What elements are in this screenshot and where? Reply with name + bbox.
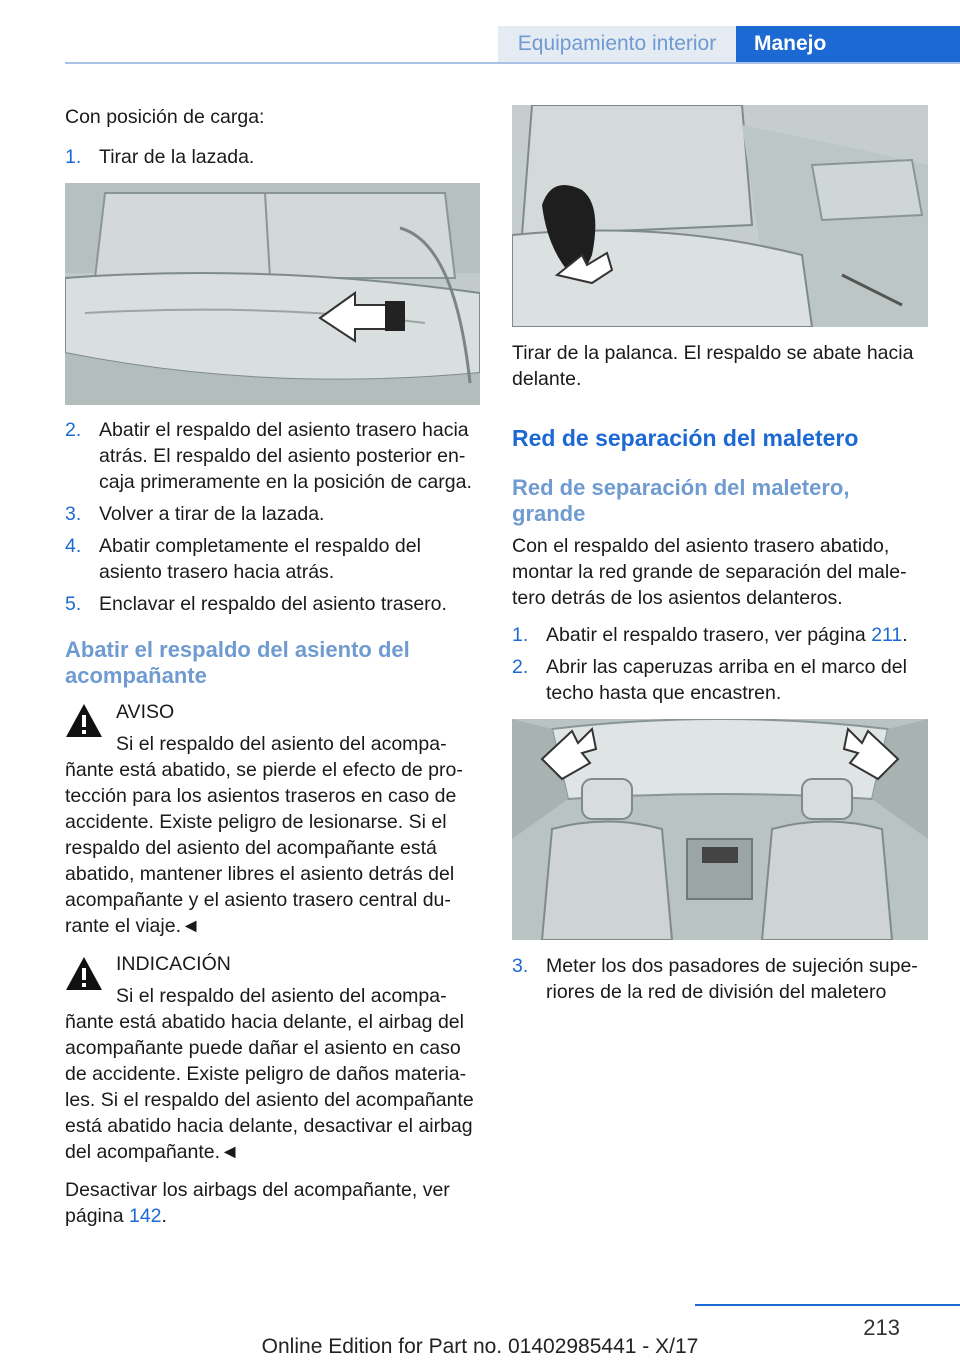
step-number: 5.	[65, 593, 82, 615]
airbag-text: Desactivar los airbags del acompañante, ver	[65, 1179, 450, 1201]
step-text: techo hasta que encastren.	[546, 682, 782, 704]
notice-icon	[64, 955, 104, 998]
warning-text: abatido, mantener libres el asiento detrás del	[65, 863, 455, 885]
photo-caption: Tirar de la palanca. El respaldo se abate hacia	[512, 342, 914, 364]
warning-text: Si el respaldo del asiento del acompa-	[116, 733, 447, 755]
step-text: atrás. El respaldo del asiento posterior en-	[99, 445, 466, 467]
paragraph: montar la red grande de separación del male-	[512, 561, 907, 583]
page-link-211[interactable]: 211	[871, 624, 903, 646]
notice-text: está abatido hacia delante, desactivar el airbag	[65, 1115, 473, 1137]
airbag-text-post: .	[161, 1205, 167, 1227]
airbag-text-pre: página	[65, 1205, 129, 1227]
notice-text: Si el respaldo del asiento del acompa-	[116, 985, 447, 1007]
step-number: 1.	[65, 146, 82, 168]
section-heading: Red de separación del maletero	[512, 425, 859, 451]
step-text: Abrir las caperuzas arriba en el marco del	[546, 656, 907, 678]
paragraph: tero detrás de los asientos delanteros.	[512, 587, 843, 609]
step-text: riores de la red de división del maletero	[546, 981, 887, 1003]
step-number: 2.	[65, 419, 82, 441]
step-text: caja primeramente en la posición de carga.	[99, 471, 472, 493]
step-number: 1.	[512, 624, 529, 646]
step-number: 3.	[512, 955, 529, 977]
footer-edition: Online Edition for Part no. 01402985441 - X/17	[261, 1335, 699, 1358]
step-text: Enclavar el respaldo del asiento trasero.	[99, 593, 447, 615]
step-text: asiento trasero hacia atrás.	[99, 561, 335, 583]
notice-text: ñante está abatido hacia delante, el airbag del	[65, 1011, 464, 1033]
photo-caption: delante.	[512, 368, 582, 390]
page-link-142[interactable]: 142	[128, 1205, 162, 1227]
section-heading: Abatir el respaldo del asiento del	[65, 637, 410, 662]
warning-text: acompañante y el asiento trasero central du-	[65, 889, 451, 911]
warning-text: accidente. Existe peligro de lesionarse. Si el	[65, 811, 447, 833]
step-number: 4.	[65, 535, 82, 557]
warning-text: respaldo del asiento del acompañante está	[65, 837, 437, 859]
notice-text: del acompañante.◄	[65, 1141, 240, 1163]
notice-text: les. Si el respaldo del asiento del acompañante	[65, 1089, 474, 1111]
warning-text: rante el viaje.◄	[65, 915, 201, 937]
section-heading: acompañante	[65, 663, 207, 688]
front-seat-lever-photo	[512, 105, 928, 327]
car-interior-photo	[512, 719, 928, 940]
notice-text: de accidente. Existe peligro de daños materia-	[65, 1063, 467, 1085]
warning-icon	[64, 702, 104, 745]
notice-text: acompañante puede dañar el asiento en caso	[65, 1037, 461, 1059]
warning-text: ñante está abatido, se pierde el efecto de pro-	[65, 759, 463, 781]
rear-seat-photo	[65, 183, 480, 405]
step-number: 2.	[512, 656, 529, 678]
airbag-text	[65, 1203, 167, 1230]
step-text-post: .	[902, 624, 908, 646]
step-number: 3.	[65, 503, 82, 525]
step-text: Meter los dos pasadores de sujeción supe-	[546, 955, 918, 977]
step-text: Tirar de la lazada.	[99, 146, 255, 168]
header-section-tab[interactable]: Equipamiento interior	[498, 26, 736, 62]
header-chapter-tab[interactable]: Manejo	[736, 26, 960, 62]
step-text	[546, 622, 908, 649]
step-text: Abatir el respaldo del asiento trasero hacia	[99, 419, 469, 441]
header-rule	[65, 62, 960, 64]
warning-text: tección para los asientos traseros en caso de	[65, 785, 457, 807]
intro-text: Con posición de carga:	[65, 106, 265, 128]
footer-rule	[695, 1304, 960, 1306]
page-number: 213	[863, 1315, 900, 1340]
warning-title: AVISO	[116, 701, 175, 723]
step-text: Volver a tirar de la lazada.	[99, 503, 325, 525]
step-text-pre: Abatir el respaldo trasero, ver página	[546, 624, 872, 646]
subsection-heading: grande	[512, 501, 586, 526]
step-text: Abatir completamente el respaldo del	[99, 535, 421, 557]
paragraph: Con el respaldo del asiento trasero abatido,	[512, 535, 890, 557]
notice-title: INDICACIÓN	[116, 953, 231, 975]
subsection-heading: Red de separación del maletero,	[512, 475, 850, 500]
